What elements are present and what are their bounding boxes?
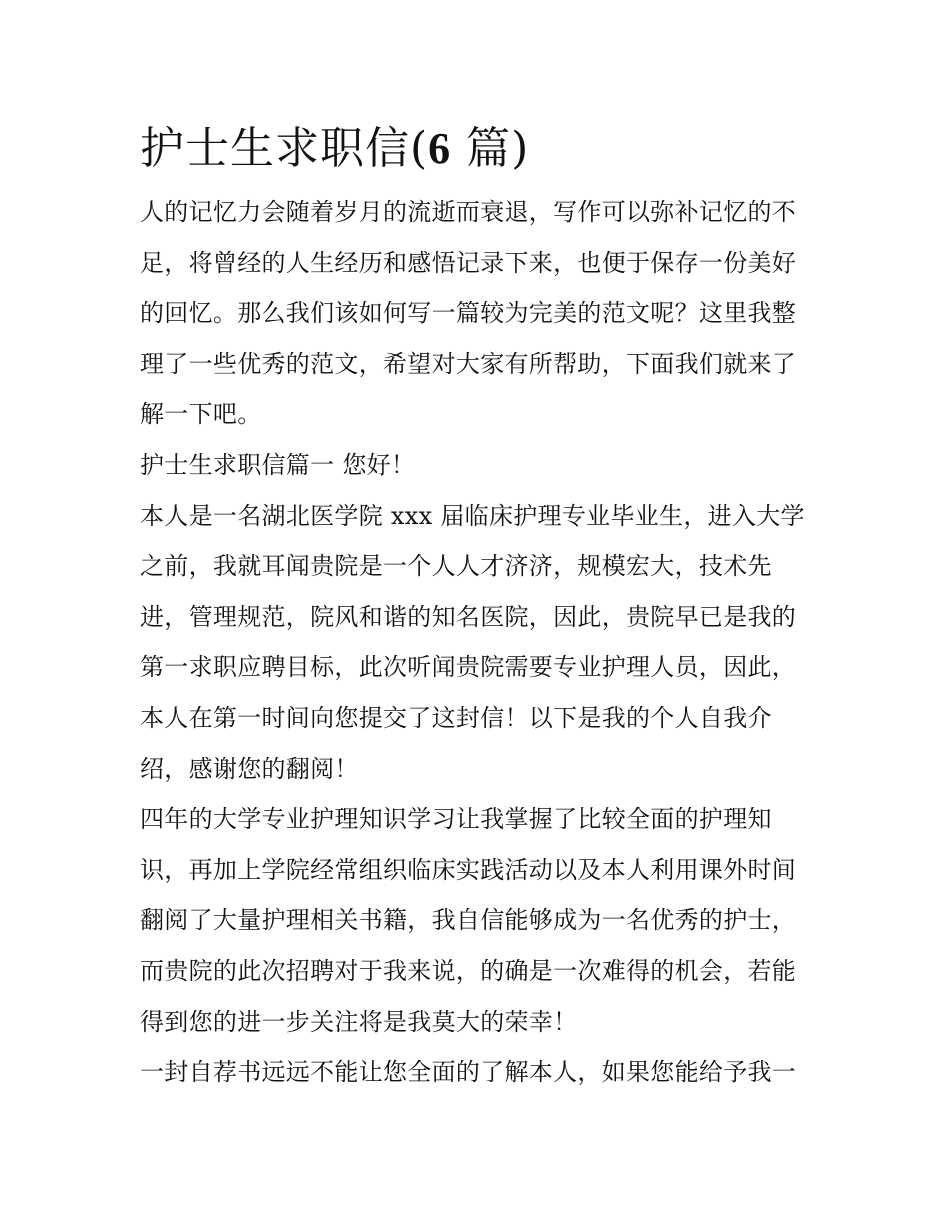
text-line: 第一求职应聘目标，此次听闻贵院需要专业护理人员，因此， bbox=[140, 653, 797, 682]
text-line: 而贵院的此次招聘对于我来说，的确是一次难得的机会，若能 bbox=[140, 956, 797, 985]
text-line: 理了一些优秀的范文，希望对大家有所帮助，下面我们就来了 bbox=[140, 349, 797, 378]
text-line: 识，再加上学院经常组织临床实践活动以及本人利用课外时间 bbox=[140, 855, 797, 884]
text-line: 之前，我就耳闻贵院是一个人人才济济，规模宏大，技术先 bbox=[140, 552, 772, 581]
text-line: 翻阅了大量护理相关书籍，我自信能够成为一名优秀的护士， bbox=[140, 906, 797, 935]
section-heading-line: 护士生求职信篇一 您好！ bbox=[140, 450, 416, 479]
text-line: 四年的大学专业护理知识学习让我掌握了比较全面的护理知 bbox=[140, 805, 772, 834]
text-line: 得到您的进一步关注将是我莫大的荣幸！ bbox=[140, 1007, 578, 1036]
text-line: 足，将曾经的人生经历和感悟记录下来，也便于保存一份美好 bbox=[140, 248, 797, 277]
document-page bbox=[140, 118, 820, 1111]
text-line: 解一下吧。 bbox=[140, 400, 262, 429]
title-suffix: 篇) bbox=[451, 123, 530, 174]
text-line: 人的记忆力会随着岁月的流逝而衰退，写作可以弥补记忆的不 bbox=[140, 198, 797, 226]
title-prefix: 护士生求职信( bbox=[140, 123, 429, 174]
text-line: 一封自荐书远远不能让您全面的了解本人，如果您能给予我一 bbox=[140, 1058, 797, 1087]
text-line: 本人是一名湖北医学院 xxx 届临床护理专业毕业生，进入大学 bbox=[140, 501, 805, 530]
document-body bbox=[140, 200, 820, 1111]
text-line: 进，管理规范，院风和谐的知名医院，因此，贵院早已是我的 bbox=[140, 602, 797, 631]
text-line: 本人在第一时间向您提交了这封信！以下是我的个人自我介 bbox=[140, 703, 772, 732]
text-line: 的回忆。那么我们该如何写一篇较为完美的范文呢？这里我整 bbox=[140, 299, 797, 328]
document-title bbox=[140, 118, 820, 180]
text-line: 绍，感谢您的翻阅！ bbox=[140, 754, 359, 783]
title-number: 6 bbox=[428, 124, 452, 173]
